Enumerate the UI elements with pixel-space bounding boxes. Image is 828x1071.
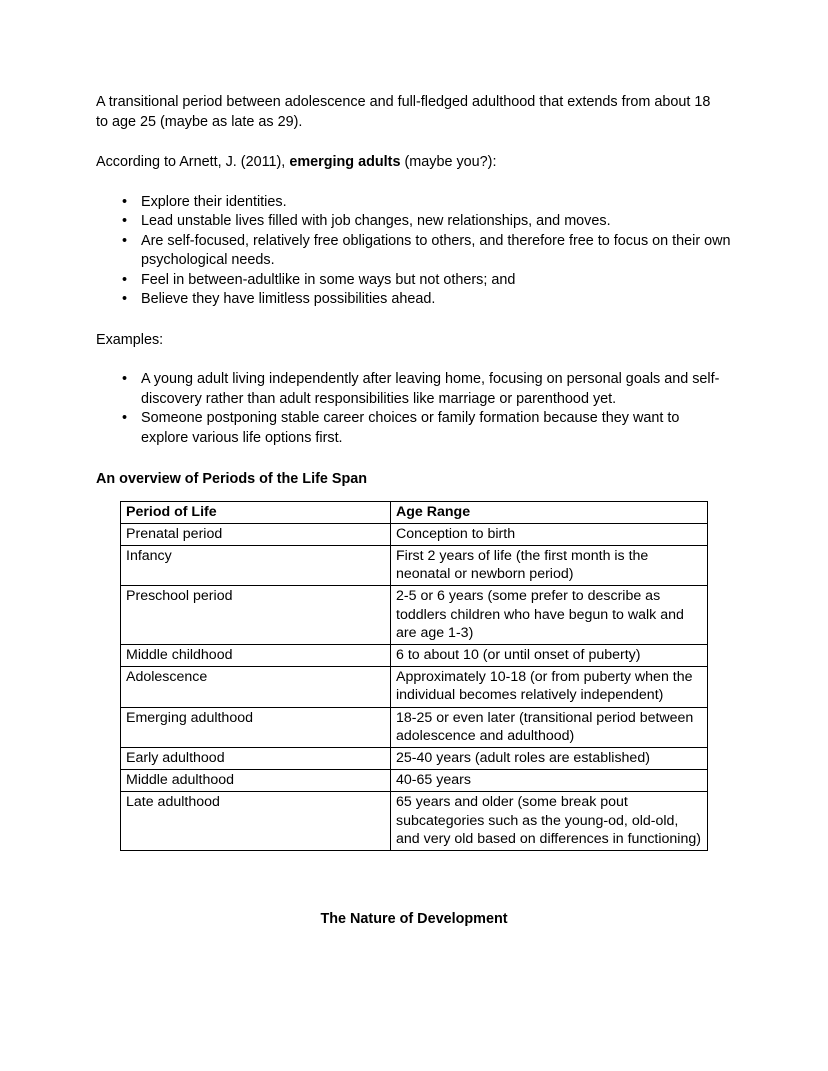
cell-age-range: Approximately 10-18 (or from puberty when the individual becomes relatively independent) bbox=[391, 667, 708, 707]
table-row bbox=[121, 667, 708, 707]
table-row bbox=[121, 770, 708, 792]
document-body bbox=[96, 93, 731, 851]
cell-period: Preschool period bbox=[121, 586, 391, 645]
spacer bbox=[96, 350, 720, 370]
cell-age-range: First 2 years of life (the first month is the neonatal or newborn period) bbox=[391, 545, 708, 585]
cell-age-range: 2-5 or 6 years (some prefer to describe as toddlers children who have begun to walk and are age 1-3) bbox=[391, 586, 708, 645]
bottom-heading: The Nature of Development bbox=[320, 911, 508, 927]
cell-period: Late adulthood bbox=[121, 792, 391, 851]
table-row bbox=[121, 707, 708, 747]
attribution-prefix: According to Arnett, J. (2011), bbox=[96, 154, 290, 170]
examples-bullet-list bbox=[96, 370, 720, 448]
table-row bbox=[121, 523, 708, 545]
list-item: • A young adult living independently after leaving home, focusing on personal goals and self-discovery rather than adult responsibilities like marriage or parenthood yet. bbox=[96, 370, 721, 409]
table-wrapper bbox=[120, 501, 720, 851]
cell-period: Early adulthood bbox=[121, 747, 391, 769]
cell-age-range: 40-65 years bbox=[391, 770, 708, 792]
cell-period: Adolescence bbox=[121, 667, 391, 707]
list-item: • Feel in between-adultlike in some ways but not others; and bbox=[96, 271, 731, 291]
traits-bullet-list bbox=[96, 193, 731, 310]
table-row bbox=[121, 545, 708, 585]
cell-period: Prenatal period bbox=[121, 523, 391, 545]
list-item: • Are self-focused, relatively free obligations to others, and therefore free to focus on their own psychological needs. bbox=[96, 232, 731, 271]
cell-age-range: 18-25 or even later (transitional period between adolescence and adulthood) bbox=[391, 707, 708, 747]
cell-period: Emerging adulthood bbox=[121, 707, 391, 747]
table-row bbox=[121, 644, 708, 666]
cell-age-range: Conception to birth bbox=[391, 523, 708, 545]
column-header-age-range: Age Range bbox=[391, 501, 708, 523]
attribution-bold-term: emerging adults bbox=[289, 154, 401, 170]
spacer bbox=[96, 448, 720, 470]
cell-period: Middle adulthood bbox=[121, 770, 391, 792]
table-heading: An overview of Periods of the Life Span bbox=[96, 471, 368, 487]
list-item: • Someone postponing stable career choices or family formation because they want to explore various life options first. bbox=[96, 409, 721, 448]
cell-age-range: 65 years and older (some break pout subcategories such as the young-od, old-old, and very old based on differences in functioning) bbox=[391, 792, 708, 851]
spacer bbox=[96, 132, 720, 153]
list-item: • Lead unstable lives filled with job changes, new relationships, and moves. bbox=[96, 212, 731, 232]
intro-paragraph: A transitional period between adolescence and full-fledged adulthood that extends from about 18 to age 25 (maybe as late as 29). bbox=[96, 94, 711, 130]
column-header-period-of-life: Period of Life bbox=[121, 501, 391, 523]
cell-period: Middle childhood bbox=[121, 644, 391, 666]
examples-label: Examples: bbox=[96, 331, 164, 348]
attribution-paragraph bbox=[96, 153, 720, 173]
cell-age-range: 6 to about 10 (or until onset of puberty) bbox=[391, 644, 708, 666]
attribution-suffix: (maybe you?): bbox=[400, 154, 497, 170]
life-span-table bbox=[120, 501, 708, 851]
table-row bbox=[121, 792, 708, 851]
spacer bbox=[96, 173, 720, 193]
list-item: • Believe they have limitless possibilities ahead. bbox=[96, 290, 731, 310]
spacer bbox=[96, 490, 720, 501]
list-item: • Explore their identities. bbox=[96, 193, 731, 213]
table-header-row bbox=[121, 501, 708, 523]
spacer bbox=[96, 310, 720, 331]
cell-period: Infancy bbox=[121, 545, 391, 585]
table-row bbox=[121, 586, 708, 645]
cell-age-range: 25-40 years (adult roles are established) bbox=[391, 747, 708, 769]
table-row bbox=[121, 747, 708, 769]
